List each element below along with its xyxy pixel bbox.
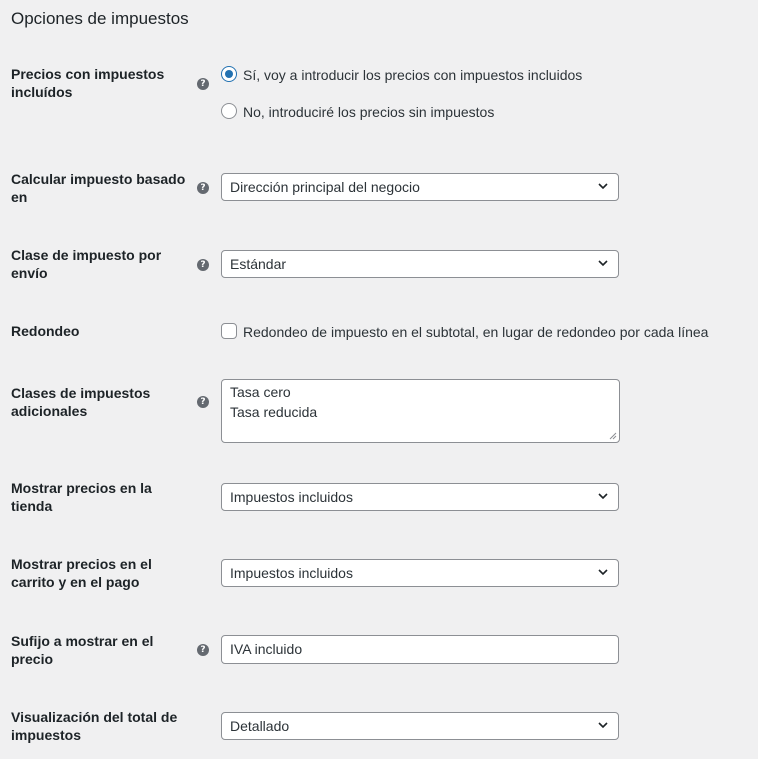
tax-based-on-value: Dirección principal del negocio [230, 179, 420, 195]
additional-tax-classes-label: Clases de impuestos adicionales [11, 385, 151, 419]
help-icon[interactable]: ? [197, 259, 209, 271]
textarea-line: Tasa cero [230, 384, 291, 400]
price-suffix-label: Sufijo a mostrar en el precio [11, 633, 154, 667]
display-prices-cart-label: Mostrar precios en el carrito y en el pago [11, 556, 152, 590]
resize-handle-icon[interactable] [609, 432, 617, 440]
tax-based-on-select[interactable] [221, 173, 619, 201]
tax-total-display-value: Detallado [230, 718, 290, 734]
tax-based-on-label: Calcular impuesto basado en [11, 171, 186, 205]
radio-option-no-label: No, introduciré los precios sin impuestos [243, 104, 495, 120]
display-prices-shop-value: Impuestos incluidos [230, 489, 353, 505]
chevron-down-icon [597, 180, 609, 192]
rounding-checkbox[interactable] [221, 323, 237, 339]
rounding-checkbox-option[interactable] [221, 323, 708, 341]
help-icon[interactable]: ? [197, 396, 209, 408]
tax-total-display-select[interactable] [221, 712, 619, 740]
help-icon[interactable]: ? [197, 644, 209, 656]
chevron-down-icon [597, 257, 609, 269]
display-prices-shop-label: Mostrar precios en la tienda [11, 480, 152, 514]
price-suffix-input[interactable]: IVA incluido [221, 635, 619, 664]
radio-option-no[interactable] [221, 103, 494, 121]
rounding-label: Redondeo [11, 323, 80, 339]
chevron-down-icon [597, 566, 609, 578]
additional-tax-classes-textarea[interactable] [221, 379, 620, 443]
help-icon[interactable]: ? [197, 78, 209, 90]
radio-option-yes[interactable] [221, 66, 582, 84]
textarea-line: Tasa reducida [230, 404, 318, 420]
radio-option-yes-label: Sí, voy a introducir los precios con impuestos incluidos [243, 67, 583, 83]
radio-button-unchecked[interactable] [221, 103, 237, 119]
tax-total-display-label: Visualización del total de impuestos [11, 709, 178, 743]
chevron-down-icon [597, 490, 609, 502]
section-title: Opciones de impuestos [11, 9, 189, 28]
display-prices-cart-value: Impuestos incluidos [230, 565, 353, 581]
chevron-down-icon [597, 719, 609, 731]
prices-include-tax-label: Precios con impuestos incluídos [11, 66, 165, 100]
rounding-checkbox-label: Redondeo de impuesto en el subtotal, en lugar de redondeo por cada línea [243, 324, 709, 340]
shipping-tax-class-label: Clase de impuesto por envío [11, 247, 162, 281]
display-prices-cart-select[interactable] [221, 559, 619, 587]
shipping-tax-class-select[interactable] [221, 250, 619, 278]
radio-button-checked[interactable] [221, 66, 237, 82]
display-prices-shop-select[interactable] [221, 483, 619, 511]
help-icon[interactable]: ? [197, 182, 209, 194]
shipping-tax-class-value: Estándar [230, 256, 287, 272]
